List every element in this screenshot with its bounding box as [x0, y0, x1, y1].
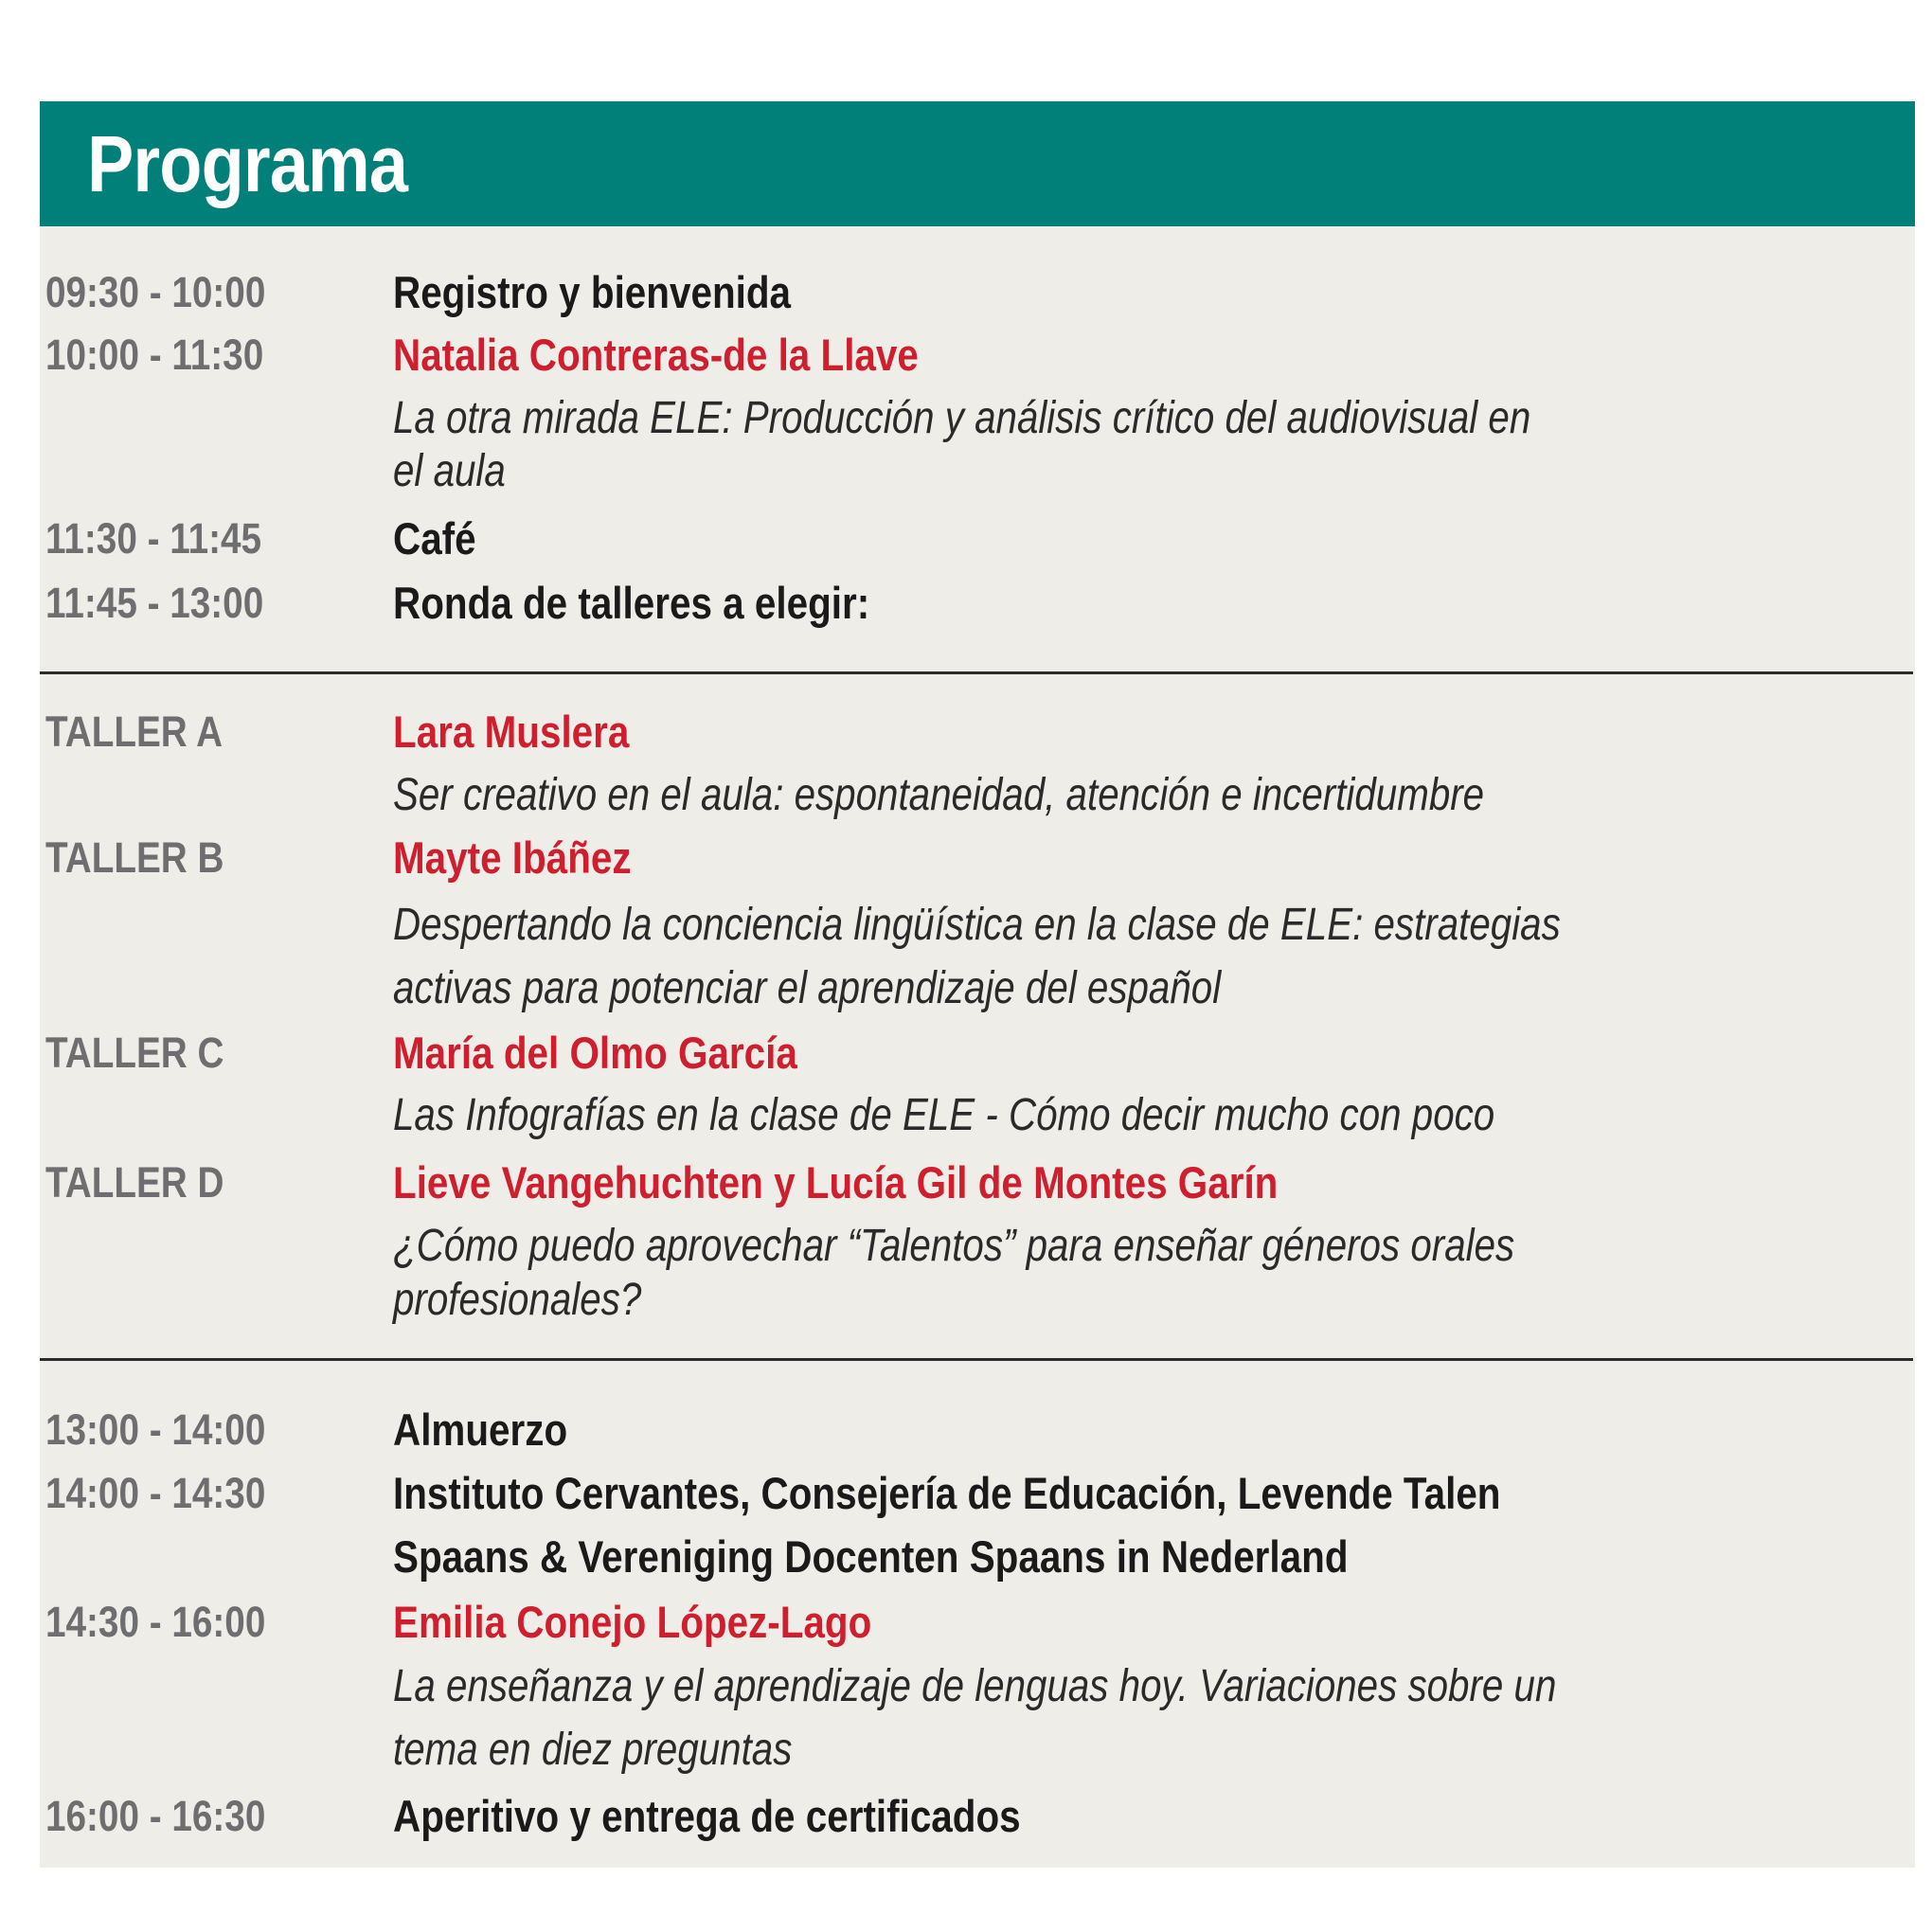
session-title: Ronda de talleres a elegir: [393, 578, 870, 628]
session-title: Instituto Cervantes, Consejería de Educación, Levende Talen [393, 1468, 1501, 1518]
speaker-name: Emilia Conejo López-Lago [393, 1597, 872, 1647]
subtitle-line: tema en diez preguntas [393, 1725, 793, 1775]
time-label: 11:45 - 13:00 [45, 579, 264, 627]
subtitle-line: el aula [393, 446, 506, 496]
program-header [40, 101, 1915, 226]
speaker-name: María del Olmo García [393, 1028, 797, 1078]
time-label: 13:00 - 14:00 [45, 1405, 266, 1454]
section-divider [40, 671, 1913, 674]
speaker-name: Lara Muslera [393, 707, 630, 757]
time-label: 14:30 - 16:00 [45, 1598, 266, 1646]
time-label: 11:30 - 11:45 [45, 514, 262, 563]
subtitle-line: Las Infografías en la clase de ELE - Cómo decir mucho con poco [393, 1090, 1495, 1140]
workshop-label: TALLER A [45, 707, 224, 756]
time-label: 09:30 - 10:00 [45, 268, 266, 316]
workshop-label: TALLER C [45, 1029, 224, 1077]
subtitle-line: La enseñanza y el aprendizaje de lenguas hoy. Variaciones sobre un [393, 1661, 1557, 1711]
workshop-label: TALLER D [45, 1158, 224, 1207]
program-panel [40, 101, 1915, 1868]
page-title: Programa [87, 119, 408, 208]
subtitle-line: profesionales? [393, 1275, 642, 1325]
speaker-name: Mayte Ibáñez [393, 832, 632, 883]
subtitle-line: activas para potenciar el aprendizaje del español [393, 963, 1222, 1013]
section-divider [40, 1358, 1913, 1361]
session-title: Spaans & Vereniging Docenten Spaans in Nederland [393, 1531, 1349, 1582]
subtitle-line: ¿Cómo puedo aprovechar “Talentos” para enseñar géneros orales [393, 1221, 1515, 1271]
time-label: 14:00 - 14:30 [45, 1469, 266, 1517]
workshop-label: TALLER B [45, 833, 224, 882]
subtitle-line: Despertando la conciencia lingüística en la clase de ELE: estrategias [393, 900, 1561, 950]
subtitle-line: La otra mirada ELE: Producción y análisis crítico del audiovisual en [393, 393, 1531, 443]
session-title: Registro y bienvenida [393, 267, 792, 317]
session-title: Aperitivo y entrega de certificados [393, 1791, 1021, 1841]
session-title: Almuerzo [393, 1404, 568, 1455]
session-title: Café [393, 513, 476, 564]
speaker-name: Lieve Vangehuchten y Lucía Gil de Montes Garín [393, 1157, 1279, 1208]
speaker-name: Natalia Contreras-de la Llave [393, 330, 919, 380]
time-label: 10:00 - 11:30 [45, 331, 264, 379]
subtitle-line: Ser creativo en el aula: espontaneidad, atención e incertidumbre [393, 770, 1485, 820]
time-label: 16:00 - 16:30 [45, 1792, 266, 1840]
